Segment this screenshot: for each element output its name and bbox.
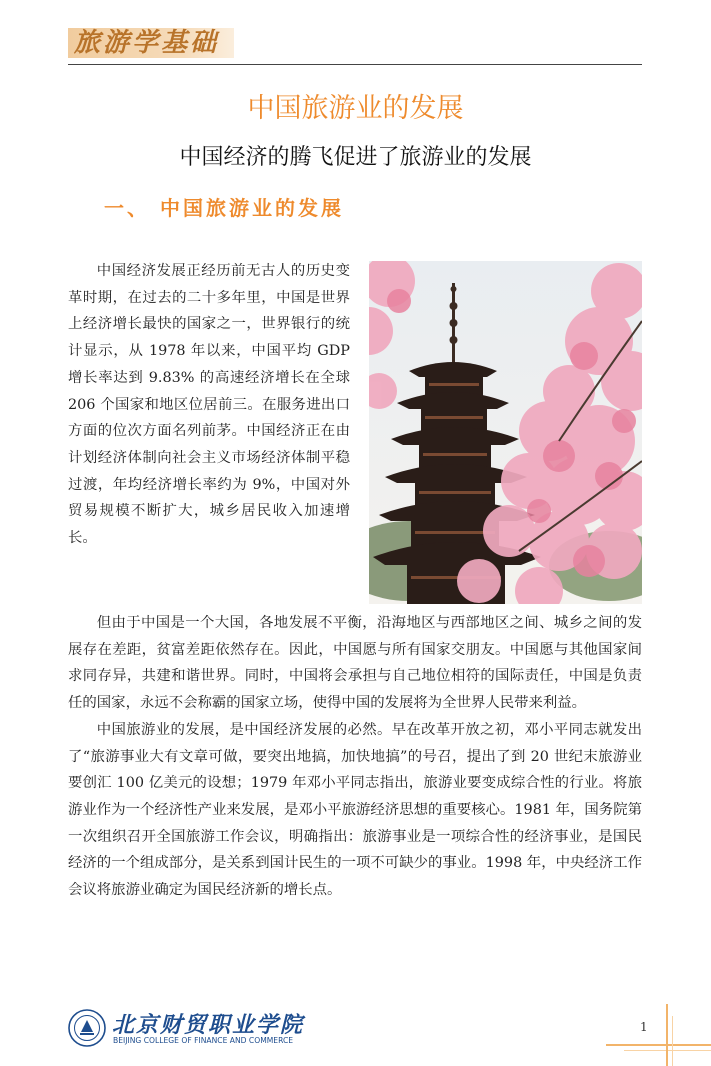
- pagoda-photo: [369, 261, 642, 604]
- college-name-en: BEIJING COLLEGE OF FINANCE AND COMMERCE: [113, 1036, 294, 1045]
- corner-ornament: [624, 1050, 711, 1051]
- paragraph-2: 但由于中国是一个大国，各地发展不平衡，沿海地区与西部地区之间、城乡之间的发展存在差距，贫富差距依然存在。因此，中国愿与所有国家交朋友。中国愿与其他国家间求同存异，共建和谐世界。同时，中国将会承担与自己地位相符的国际责任，中国是负责任的国家，永远不会称霸的国家立场，使得中国的发展将为全世界人民带来利益。: [68, 615, 642, 712]
- corner-ornament: [672, 1016, 673, 1066]
- body-text: [68, 610, 642, 904]
- header-rule: [68, 64, 642, 65]
- paragraph-1: 中国经济发展正经历前无古人的历史变革时期，在过去的二十多年里，中国是世界上经济增长最快的国家之一，世界银行的统计显示，从 1978 年以来，中国平均 GDP 增长率达到 9.83% 的高速经济增长在全球 206 个国家和地区位居前三。在服务进出口方面的位次方面名列前茅。中国经济正在由计划经济体制向社会主义市场经济体制平稳过渡，年均经济增长率约为 9%，中国对外贸易规模不断扩大，城乡居民收入加速增长。: [68, 263, 350, 547]
- college-name-cn: 北京财贸职业学院: [112, 1012, 305, 1038]
- page-subtitle: 中国经济的腾飞促进了旅游业的发展: [179, 145, 532, 170]
- paragraph-3: 中国旅游业的发展，是中国经济发展的必然。早在改革开放之初，邓小平同志就发出了“旅游事业大有文章可做，要突出地搞，加快地搞”的号召，提出了到 20 世纪末旅游业要创汇 100 亿美元的设想；1979 年邓小平同志指出，旅游业要变成综合性的行业。将旅游业作为一个经济性产业来发展，是邓小平旅游经济思想的重要核心。1981 年，国务院第一次组织召开全国旅游工作会议，明确指出：旅游事业是一项综合性的经济事业，是国民经济的一个组成部分，是关系到国计民生的一项不可缺少的事业。1998 年，中央经济工作会议将旅游业确定为国民经济新的增长点。: [68, 721, 642, 899]
- corner-ornament: [666, 1004, 668, 1066]
- section-heading: 一、 中国旅游业的发展: [104, 196, 344, 220]
- college-emblem-icon: [68, 1009, 106, 1047]
- corner-ornament: [606, 1044, 711, 1046]
- page-number: 1: [640, 1020, 648, 1034]
- series-title: 旅游学基础: [74, 28, 220, 58]
- page-title: 中国旅游业的发展: [247, 93, 464, 124]
